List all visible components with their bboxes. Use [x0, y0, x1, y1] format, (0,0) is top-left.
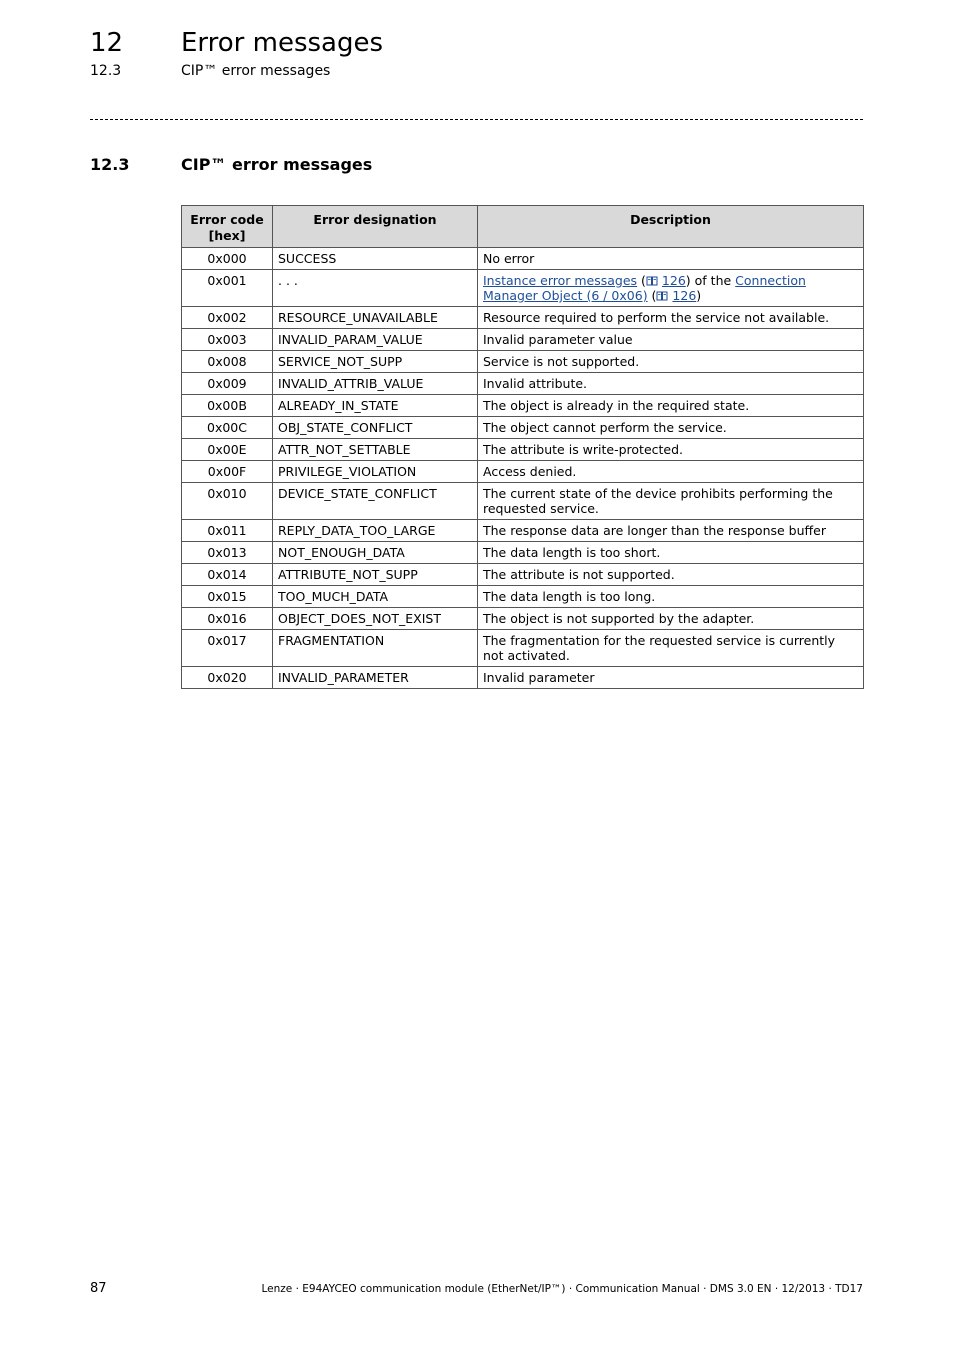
- error-designation-cell: OBJECT_DOES_NOT_EXIST: [273, 608, 478, 630]
- error-code-cell: 0x015: [182, 586, 273, 608]
- table-row: [182, 307, 864, 329]
- error-designation-cell: NOT_ENOUGH_DATA: [273, 542, 478, 564]
- chapter-number: 12: [90, 28, 124, 58]
- table-row: [182, 630, 864, 667]
- table-row: [182, 564, 864, 586]
- error-code-cell: 0x008: [182, 351, 273, 373]
- description-cell: Invalid parameter: [478, 667, 864, 689]
- error-designation-cell: ATTRIBUTE_NOT_SUPP: [273, 564, 478, 586]
- error-designation-cell: REPLY_DATA_TOO_LARGE: [273, 520, 478, 542]
- description-cell: The attribute is not supported.: [478, 564, 864, 586]
- error-code-cell: 0x00E: [182, 439, 273, 461]
- description-cell: No error: [478, 248, 864, 270]
- error-designation-cell: RESOURCE_UNAVAILABLE: [273, 307, 478, 329]
- description-cell: The data length is too short.: [478, 542, 864, 564]
- error-code-cell: 0x009: [182, 373, 273, 395]
- description-cell: The response data are longer than the response buffer: [478, 520, 864, 542]
- table-row: [182, 417, 864, 439]
- table-row: [182, 439, 864, 461]
- description-cell: Invalid parameter value: [478, 329, 864, 351]
- error-designation-cell: PRIVILEGE_VIOLATION: [273, 461, 478, 483]
- description-cell: Instance error messages ( 126) of the Connection Manager Object (6 / 0x06) ( 126): [478, 270, 864, 307]
- error-code-cell: 0x013: [182, 542, 273, 564]
- section-number: 12.3: [90, 155, 130, 174]
- book-icon: [656, 288, 668, 303]
- error-designation-cell: . . .: [273, 270, 478, 307]
- description-cell: Service is not supported.: [478, 351, 864, 373]
- error-designation-cell: SUCCESS: [273, 248, 478, 270]
- description-cell: The attribute is write-protected.: [478, 439, 864, 461]
- book-icon: [646, 273, 658, 288]
- description-cell: Invalid attribute.: [478, 373, 864, 395]
- error-code-cell: 0x000: [182, 248, 273, 270]
- table-header-row: [182, 206, 864, 248]
- error-code-cell: 0x00C: [182, 417, 273, 439]
- error-designation-cell: OBJ_STATE_CONFLICT: [273, 417, 478, 439]
- description-cell: The data length is too long.: [478, 586, 864, 608]
- description-cell: The object is already in the required state.: [478, 395, 864, 417]
- subheader-number: 12.3: [90, 63, 122, 79]
- error-code-cell: 0x001: [182, 270, 273, 307]
- error-designation-cell: INVALID_PARAMETER: [273, 667, 478, 689]
- description-cell: The object is not supported by the adapter.: [478, 608, 864, 630]
- error-designation-cell: ALREADY_IN_STATE: [273, 395, 478, 417]
- subheader-title: CIP™ error messages: [181, 63, 331, 79]
- table-row: [182, 270, 864, 307]
- page-ref-link[interactable]: 126: [672, 288, 697, 303]
- footer-text: Lenze · E94AYCEO communication module (EtherNet/IP™) · Communication Manual · DMS 3.0 EN · 12/2013 · TD17: [261, 1283, 863, 1295]
- error-designation-cell: INVALID_PARAM_VALUE: [273, 329, 478, 351]
- table-row: [182, 608, 864, 630]
- error-designation-cell: SERVICE_NOT_SUPP: [273, 351, 478, 373]
- page-number: 87: [90, 1281, 107, 1296]
- description-cell: Access denied.: [478, 461, 864, 483]
- error-designation-cell: TOO_MUCH_DATA: [273, 586, 478, 608]
- description-cell: The object cannot perform the service.: [478, 417, 864, 439]
- connection-manager-object-link[interactable]: Connection Manager Object (6 / 0x06): [483, 273, 806, 303]
- table-row: [182, 351, 864, 373]
- instance-error-messages-link[interactable]: Instance error messages: [483, 273, 638, 288]
- error-code-cell: 0x003: [182, 329, 273, 351]
- col-header-description: Description: [478, 206, 864, 248]
- description-cell: The current state of the device prohibits performing the requested service.: [478, 483, 864, 520]
- error-code-cell: 0x00F: [182, 461, 273, 483]
- table-row: [182, 520, 864, 542]
- error-code-cell: 0x00B: [182, 395, 273, 417]
- error-code-cell: 0x017: [182, 630, 273, 667]
- description-cell: Resource required to perform the service not available.: [478, 307, 864, 329]
- error-code-cell: 0x011: [182, 520, 273, 542]
- table-row: [182, 667, 864, 689]
- error-code-cell: 0x002: [182, 307, 273, 329]
- description-cell: The fragmentation for the requested service is currently not activated.: [478, 630, 864, 667]
- error-designation-cell: INVALID_ATTRIB_VALUE: [273, 373, 478, 395]
- section-title: CIP™ error messages: [181, 155, 373, 174]
- error-designation-cell: FRAGMENTATION: [273, 630, 478, 667]
- header-divider: [90, 119, 863, 120]
- error-designation-cell: DEVICE_STATE_CONFLICT: [273, 483, 478, 520]
- table-row: [182, 395, 864, 417]
- table-row: [182, 373, 864, 395]
- chapter-title: Error messages: [181, 28, 384, 58]
- table-row: [182, 329, 864, 351]
- error-code-cell: 0x014: [182, 564, 273, 586]
- table-row: [182, 483, 864, 520]
- error-code-cell: 0x010: [182, 483, 273, 520]
- table-row: [182, 586, 864, 608]
- table-row: [182, 248, 864, 270]
- col-header-error-designation: Error designation: [273, 206, 478, 248]
- col-header-error-code: Error code [hex]: [182, 206, 273, 248]
- error-designation-cell: ATTR_NOT_SETTABLE: [273, 439, 478, 461]
- table-row: [182, 461, 864, 483]
- error-table: [181, 205, 864, 689]
- table-row: [182, 542, 864, 564]
- error-code-cell: 0x016: [182, 608, 273, 630]
- link-connector-text: of the: [694, 273, 732, 288]
- page-ref-link[interactable]: 126: [661, 273, 686, 288]
- error-code-cell: 0x020: [182, 667, 273, 689]
